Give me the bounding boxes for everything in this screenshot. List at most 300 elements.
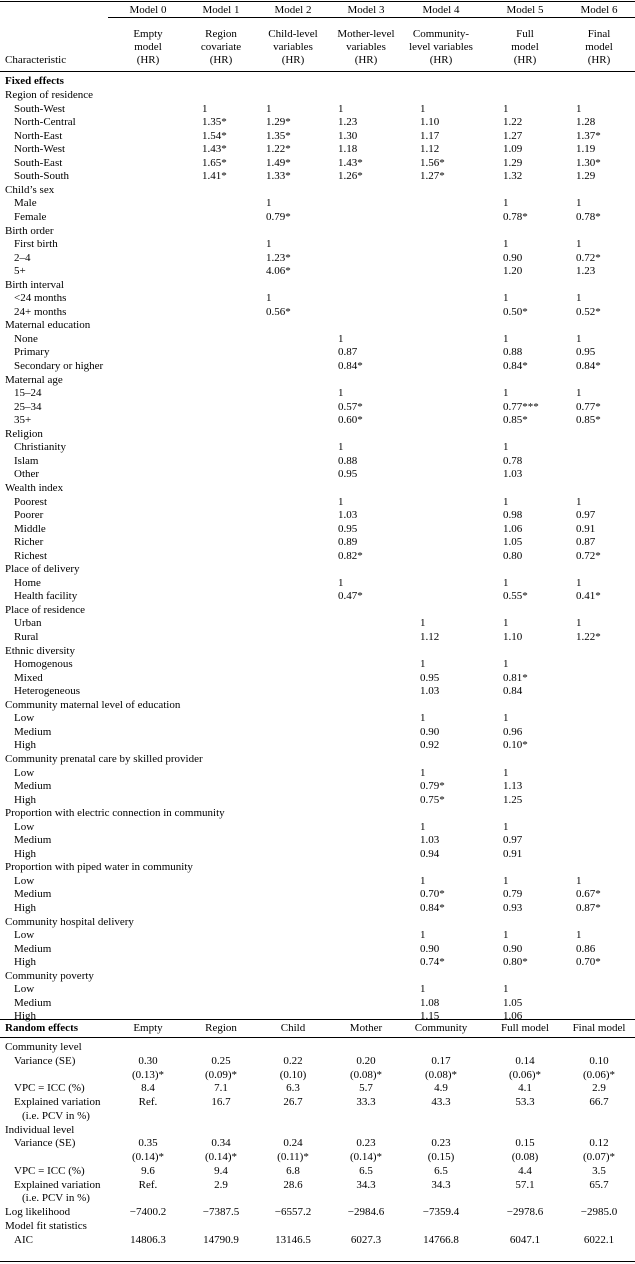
hazard-ratio-value: 1.56* [420, 157, 445, 169]
category-label: High [14, 902, 36, 914]
hazard-ratio-value: 1.23* [266, 252, 291, 264]
random-effect-value: 7.1 [214, 1082, 228, 1094]
statistic-label: Variance (SE) [14, 1137, 76, 1149]
statistic-label: Explained variation [14, 1179, 101, 1191]
category-label: Female [14, 211, 47, 223]
statistic-label: Explained variation [14, 1096, 101, 1108]
hazard-ratio-value: 1 [576, 577, 582, 589]
hazard-ratio-value: 1 [338, 387, 344, 399]
category-label: None [14, 333, 38, 345]
hazard-ratio-value: 1.29 [503, 157, 523, 169]
hazard-ratio-value: 0.91 [576, 523, 596, 535]
hazard-ratio-value: 1 [576, 387, 582, 399]
group-label: Child’s sex [5, 184, 55, 196]
category-label: Middle [14, 523, 46, 535]
hazard-ratio-value: 1 [503, 197, 509, 209]
model-desc-line1: Child-level [268, 28, 318, 40]
hazard-ratio-value: 1.25 [503, 794, 523, 806]
category-label: Richest [14, 550, 47, 562]
group-label: Individual level [5, 1124, 75, 1136]
hazard-ratio-value: 1 [503, 387, 509, 399]
statistic-label: (i.e. PCV in %) [22, 1192, 90, 1204]
header-bottom-rule [0, 71, 635, 72]
hazard-ratio-value: 1 [503, 767, 509, 779]
hazard-ratio-value: 1.23 [576, 265, 596, 277]
group-label: Community maternal level of education [5, 699, 181, 711]
random-col-header: Mother [349, 1022, 383, 1034]
random-effect-value: (0.08)* [424, 1069, 458, 1081]
hazard-ratio-value: 0.10* [503, 739, 528, 751]
hazard-ratio-value: 1 [420, 983, 426, 995]
model-desc-line2: model [585, 41, 613, 53]
category-label: 15–24 [14, 387, 42, 399]
random-effect-value: 53.3 [515, 1096, 535, 1108]
hazard-ratio-value: 0.95 [338, 468, 358, 480]
model-desc-line1: Mother-level [337, 28, 395, 40]
category-label: Low [14, 821, 35, 833]
hazard-ratio-value: 0.87* [576, 902, 601, 914]
category-label: Other [14, 468, 40, 480]
random-effect-value: 66.7 [589, 1096, 609, 1108]
hazard-ratio-value: 1.03 [420, 834, 440, 846]
header-subrule [108, 17, 635, 18]
hazard-ratio-value: 1 [576, 238, 582, 250]
hazard-ratio-value: 1 [503, 238, 509, 250]
hazard-ratio-value: 0.90 [503, 252, 523, 264]
hazard-ratio-value: 0.70* [576, 956, 601, 968]
category-label: High [14, 1010, 36, 1022]
random-effect-value: 28.6 [283, 1179, 303, 1191]
hazard-ratio-value: 1 [503, 292, 509, 304]
hazard-ratio-value: 0.84 [503, 685, 523, 697]
category-label: 35+ [14, 414, 32, 426]
hazard-ratio-value: 1.03 [338, 509, 358, 521]
model-desc-line1: Final [587, 28, 611, 40]
hazard-ratio-value: 1.12 [420, 631, 440, 643]
category-label: North-West [14, 143, 66, 155]
random-effect-value: 14766.8 [423, 1234, 459, 1246]
statistic-label: Variance (SE) [14, 1055, 76, 1067]
hazard-ratio-value: 1 [503, 441, 509, 453]
random-effect-value: 0.12 [589, 1137, 609, 1149]
hazard-ratio-value: 0.84* [503, 360, 528, 372]
category-label: High [14, 956, 36, 968]
group-label: Community poverty [5, 970, 94, 982]
hazard-ratio-value: 1 [266, 292, 272, 304]
random-effect-value: (0.07)* [582, 1151, 616, 1163]
hazard-ratio-value: 0.95 [338, 523, 358, 535]
hazard-ratio-value: 1.49* [266, 157, 291, 169]
group-label: Log likelihood [5, 1206, 71, 1218]
category-label: Male [14, 197, 37, 209]
hazard-ratio-value: 1.37* [576, 130, 601, 142]
category-label: First birth [14, 238, 58, 250]
random-effect-value: 0.22 [283, 1055, 303, 1067]
hazard-ratio-value: 1 [503, 712, 509, 724]
hazard-ratio-value: 0.47* [338, 590, 363, 602]
random-effect-value: (0.14)* [131, 1151, 165, 1163]
hazard-ratio-value: 1 [576, 292, 582, 304]
group-label: Region of residence [5, 89, 93, 101]
hazard-ratio-value: 1 [503, 577, 509, 589]
hazard-ratio-value: 0.55* [503, 590, 528, 602]
hazard-ratio-value: 1 [420, 821, 426, 833]
hazard-ratio-value: 1.06 [503, 523, 523, 535]
random-effect-value: 0.25 [211, 1055, 231, 1067]
model-name-header: Model 0 [129, 4, 167, 16]
random-col-header: Empty [133, 1022, 163, 1034]
random-effect-value: 14806.3 [130, 1234, 166, 1246]
hazard-ratio-value: 1.35* [202, 116, 227, 128]
hazard-ratio-value: 1.27 [503, 130, 523, 142]
random-effect-value: 2.9 [214, 1179, 228, 1191]
random-effect-value: 43.3 [431, 1096, 451, 1108]
random-effect-value: 0.14 [515, 1055, 535, 1067]
model-name-header: Model 5 [506, 4, 544, 16]
category-label: <24 months [14, 292, 67, 304]
random-effect-value: 9.6 [141, 1165, 155, 1177]
model-desc-line1: Community- [412, 28, 470, 40]
hazard-ratio-value: 1 [503, 658, 509, 670]
model-desc-line1: Full [516, 28, 534, 40]
random-effect-value: 65.7 [589, 1179, 609, 1191]
random-header-rule [0, 1037, 635, 1038]
hazard-ratio-value: 1 [503, 617, 509, 629]
hazard-ratio-value: 0.56* [266, 306, 291, 318]
fixed-effects-title: Fixed effects [5, 75, 64, 87]
hazard-ratio-value: 1 [420, 103, 426, 115]
hazard-ratio-value: 1 [338, 103, 344, 115]
category-label: Poorer [14, 509, 44, 521]
hazard-ratio-value: 0.85* [503, 414, 528, 426]
hazard-ratio-value: 0.72* [576, 550, 601, 562]
hazard-ratio-value: 1.19 [576, 143, 596, 155]
hazard-ratio-value: 0.84* [420, 902, 445, 914]
random-effect-value: 8.4 [141, 1082, 155, 1094]
random-effect-value: (0.10) [279, 1069, 307, 1081]
category-label: Richer [14, 536, 44, 548]
category-label: Medium [14, 834, 52, 846]
statistic-label: (i.e. PCV in %) [22, 1110, 90, 1122]
hazard-ratio-value: 1.03 [420, 685, 440, 697]
category-label: Rural [14, 631, 39, 643]
category-label: 2–4 [14, 252, 31, 264]
hazard-ratio-value: 1 [420, 767, 426, 779]
random-effect-value: Ref. [138, 1096, 158, 1108]
top-rule [0, 1, 635, 2]
hazard-ratio-value: 1 [576, 617, 582, 629]
hazard-ratio-value: 0.80* [503, 956, 528, 968]
random-effect-value: 16.7 [211, 1096, 231, 1108]
hazard-ratio-value: 1.22* [266, 143, 291, 155]
characteristic-header: Characteristic [5, 54, 67, 66]
group-label: Community prenatal care by skilled provider [5, 753, 203, 765]
category-label: North-East [14, 130, 63, 142]
category-label: South-East [14, 157, 63, 169]
random-effect-value: (0.14)* [204, 1151, 238, 1163]
category-label: Low [14, 983, 35, 995]
random-effect-value: 33.3 [356, 1096, 376, 1108]
random-effect-value: 2.9 [592, 1082, 606, 1094]
random-top-rule [0, 1019, 635, 1020]
random-effect-value: 6027.3 [350, 1234, 382, 1246]
random-effect-value: 4.1 [518, 1082, 532, 1094]
category-label: Low [14, 767, 35, 779]
hazard-ratio-value: 0.41* [576, 590, 601, 602]
hazard-ratio-value: 0.78 [503, 455, 523, 467]
group-label: Religion [5, 428, 43, 440]
category-label: Primary [14, 346, 50, 358]
hazard-ratio-value: 0.57* [338, 401, 363, 413]
category-label: Mixed [14, 672, 43, 684]
random-effect-value: (0.15) [427, 1151, 455, 1163]
model-desc-line2: variables [273, 41, 313, 53]
hazard-ratio-value: 1 [503, 333, 509, 345]
random-effect-value: −2984.6 [347, 1206, 385, 1218]
group-label: Community level [5, 1041, 82, 1053]
group-label: Proportion with piped water in community [5, 861, 193, 873]
hazard-ratio-value: 1 [420, 658, 426, 670]
category-label: Low [14, 929, 35, 941]
model-desc-line3: (HR) [281, 54, 305, 66]
random-effect-value: −7387.5 [202, 1206, 240, 1218]
hazard-ratio-value: 0.95 [420, 672, 440, 684]
category-label: Medium [14, 888, 52, 900]
random-effect-value: 6.5 [434, 1165, 448, 1177]
hazard-ratio-value: 1 [576, 197, 582, 209]
model-desc-line3: (HR) [136, 54, 160, 66]
hazard-ratio-value: 1.29* [266, 116, 291, 128]
random-effect-value: (0.08) [511, 1151, 539, 1163]
model-name-header: Model 4 [422, 4, 460, 16]
hazard-ratio-value: 0.89 [338, 536, 358, 548]
hazard-ratio-value: 0.88 [338, 455, 358, 467]
random-effect-value: Ref. [138, 1179, 158, 1191]
hazard-ratio-value: 0.75* [420, 794, 445, 806]
random-effect-value: 0.23 [431, 1137, 451, 1149]
random-effect-value: −6557.2 [274, 1206, 312, 1218]
random-effect-value: 4.9 [434, 1082, 448, 1094]
hazard-ratio-value: 1 [576, 875, 582, 887]
random-col-header: Region [205, 1022, 237, 1034]
random-effect-value: 0.35 [138, 1137, 158, 1149]
hazard-ratio-value: 1.22* [576, 631, 601, 643]
hazard-ratio-value: 0.96 [503, 726, 523, 738]
random-effect-value: 6022.1 [583, 1234, 615, 1246]
random-effect-value: 0.24 [283, 1137, 303, 1149]
model-desc-line2: model [134, 41, 162, 53]
statistic-label: VPC = ICC (%) [14, 1165, 85, 1177]
hazard-ratio-value: 0.79* [266, 211, 291, 223]
random-effect-value: 9.4 [214, 1165, 228, 1177]
hazard-ratio-value: 1 [503, 496, 509, 508]
hazard-ratio-value: 1.27* [420, 170, 445, 182]
random-effect-value: (0.14)* [349, 1151, 383, 1163]
hazard-ratio-value: 1.43* [202, 143, 227, 155]
group-label: Proportion with electric connection in community [5, 807, 225, 819]
hazard-ratio-value: 1 [420, 712, 426, 724]
category-label: High [14, 794, 36, 806]
hazard-ratio-value: 1 [338, 496, 344, 508]
category-label: High [14, 739, 36, 751]
random-effect-value: 26.7 [283, 1096, 303, 1108]
hazard-ratio-value: 0.52* [576, 306, 601, 318]
hazard-ratio-value: 0.87 [576, 536, 596, 548]
model-desc-line2: level variables [409, 41, 473, 53]
random-effect-value: −2985.0 [580, 1206, 618, 1218]
model-name-header: Model 6 [580, 4, 618, 16]
hazard-ratio-value: 4.06* [266, 265, 291, 277]
hazard-ratio-value: 1.30* [576, 157, 601, 169]
hazard-ratio-value: 0.67* [576, 888, 601, 900]
hazard-ratio-value: 1 [420, 617, 426, 629]
hazard-ratio-value: 1.23 [338, 116, 358, 128]
hazard-ratio-value: 0.93 [503, 902, 523, 914]
hazard-ratio-value: 1.10 [420, 116, 440, 128]
hazard-ratio-value: 0.77*** [503, 401, 539, 413]
hazard-ratio-value: 0.85* [576, 414, 601, 426]
random-effect-value: 0.34 [211, 1137, 231, 1149]
category-label: South-West [14, 103, 66, 115]
hazard-ratio-value: 0.84* [338, 360, 363, 372]
hazard-ratio-value: 1.10 [503, 631, 523, 643]
model-name-header: Model 3 [347, 4, 385, 16]
hazard-ratio-value: 0.90 [503, 943, 523, 955]
hazard-ratio-value: 1 [338, 441, 344, 453]
random-effect-value: 6.3 [286, 1082, 300, 1094]
category-label: North-Central [14, 116, 76, 128]
hazard-ratio-value: 1 [202, 103, 208, 115]
hazard-ratio-value: 1.30 [338, 130, 358, 142]
model-desc-line1: Region [205, 28, 237, 40]
random-effect-value: 0.20 [356, 1055, 376, 1067]
random-effect-value: −7400.2 [129, 1206, 167, 1218]
random-col-header: Child [280, 1022, 306, 1034]
group-label: Model fit statistics [5, 1220, 87, 1232]
random-effect-value: 6.5 [359, 1165, 373, 1177]
hazard-ratio-value: 1.54* [202, 130, 227, 142]
hazard-ratio-value: 0.78* [576, 211, 601, 223]
model-desc-line2: covariate [200, 41, 242, 53]
random-effect-value: 6047.1 [509, 1234, 541, 1246]
hazard-ratio-value: 1 [576, 103, 582, 115]
group-label: Place of residence [5, 604, 86, 616]
hazard-ratio-value: 1.20 [503, 265, 523, 277]
model-desc-line3: (HR) [209, 54, 233, 66]
group-label: Community hospital delivery [5, 916, 134, 928]
hazard-ratio-value: 0.74* [420, 956, 445, 968]
random-effect-value: 34.3 [431, 1179, 451, 1191]
hazard-ratio-value: 0.90 [420, 943, 440, 955]
hazard-ratio-value: 1.08 [420, 997, 440, 1009]
statistic-label: VPC = ICC (%) [14, 1082, 85, 1094]
hazard-ratio-value: 0.97 [576, 509, 596, 521]
model-desc-line3: (HR) [354, 54, 378, 66]
group-label: Birth order [5, 225, 54, 237]
hazard-ratio-value: 1.18 [338, 143, 358, 155]
hazard-ratio-value: 1 [503, 929, 509, 941]
bottom-rule [0, 1261, 635, 1262]
random-effect-value: (0.13)* [131, 1069, 165, 1081]
category-label: South-South [14, 170, 70, 182]
category-label: Medium [14, 943, 52, 955]
hazard-ratio-value: 1 [503, 875, 509, 887]
hazard-ratio-value: 0.94 [420, 848, 440, 860]
hazard-ratio-value: 0.77* [576, 401, 601, 413]
group-label: Wealth index [5, 482, 64, 494]
random-effect-value: 14790.9 [203, 1234, 239, 1246]
group-label: Maternal age [5, 374, 63, 386]
hazard-ratio-value: 0.84* [576, 360, 601, 372]
hazard-ratio-value: 1.22 [503, 116, 523, 128]
hazard-ratio-value: 1.26* [338, 170, 363, 182]
hazard-ratio-value: 1.05 [503, 536, 523, 548]
hazard-ratio-value: 1 [266, 197, 272, 209]
group-label: Maternal education [5, 319, 91, 331]
random-effect-value: 0.17 [431, 1055, 451, 1067]
random-effect-value: 0.15 [515, 1137, 535, 1149]
random-effect-value: 3.5 [592, 1165, 606, 1177]
hazard-ratio-value: 0.78* [503, 211, 528, 223]
hazard-ratio-value: 1.09 [503, 143, 523, 155]
hazard-ratio-value: 1 [503, 821, 509, 833]
hazard-ratio-value: 1 [338, 577, 344, 589]
hazard-ratio-value: 0.90 [420, 726, 440, 738]
hazard-ratio-value: 1.65* [202, 157, 227, 169]
category-label: Medium [14, 997, 52, 1009]
model-desc-line3: (HR) [429, 54, 453, 66]
hazard-ratio-value: 0.95 [576, 346, 596, 358]
hazard-ratio-value: 1.43* [338, 157, 363, 169]
hazard-ratio-value: 1.41* [202, 170, 227, 182]
hazard-ratio-value: 0.87 [338, 346, 358, 358]
hazard-ratio-value: 1 [576, 333, 582, 345]
hazard-ratio-value: 1.35* [266, 130, 291, 142]
hazard-ratio-value: 1.12 [420, 143, 440, 155]
category-label: Heterogeneous [14, 685, 80, 697]
hazard-ratio-value: 0.91 [503, 848, 523, 860]
hazard-ratio-value: 0.92 [420, 739, 440, 751]
random-effect-value: 0.30 [138, 1055, 158, 1067]
category-label: Urban [14, 617, 42, 629]
category-label: 25–34 [14, 401, 42, 413]
hazard-ratio-value: 1 [503, 983, 509, 995]
hazard-ratio-value: 1 [420, 875, 426, 887]
random-effect-value: 57.1 [515, 1179, 535, 1191]
category-label: Poorest [14, 496, 47, 508]
random-col-header: Final model [572, 1022, 626, 1034]
hazard-ratio-value: 0.81* [503, 672, 528, 684]
random-effect-value: (0.11)* [277, 1151, 309, 1163]
hazard-ratio-value: 1.29 [576, 170, 596, 182]
hazard-ratio-value: 1.13 [503, 780, 523, 792]
hazard-ratio-value: 0.98 [503, 509, 523, 521]
model-desc-line3: (HR) [513, 54, 537, 66]
hazard-ratio-value: 0.88 [503, 346, 523, 358]
hazard-ratio-value: 1 [266, 238, 272, 250]
category-label: Christianity [14, 441, 66, 453]
hazard-ratio-value: 1.32 [503, 170, 523, 182]
hazard-ratio-value: 1.28 [576, 116, 596, 128]
model-desc-line1: Empty [133, 28, 163, 40]
hazard-ratio-value: 1.15 [420, 1010, 440, 1022]
category-label: Medium [14, 780, 52, 792]
group-label: Place of delivery [5, 563, 80, 575]
category-label: Homogenous [14, 658, 73, 670]
random-effect-value: (0.09)* [204, 1069, 238, 1081]
random-effect-value: −2978.6 [506, 1206, 544, 1218]
category-label: 24+ months [14, 306, 67, 318]
